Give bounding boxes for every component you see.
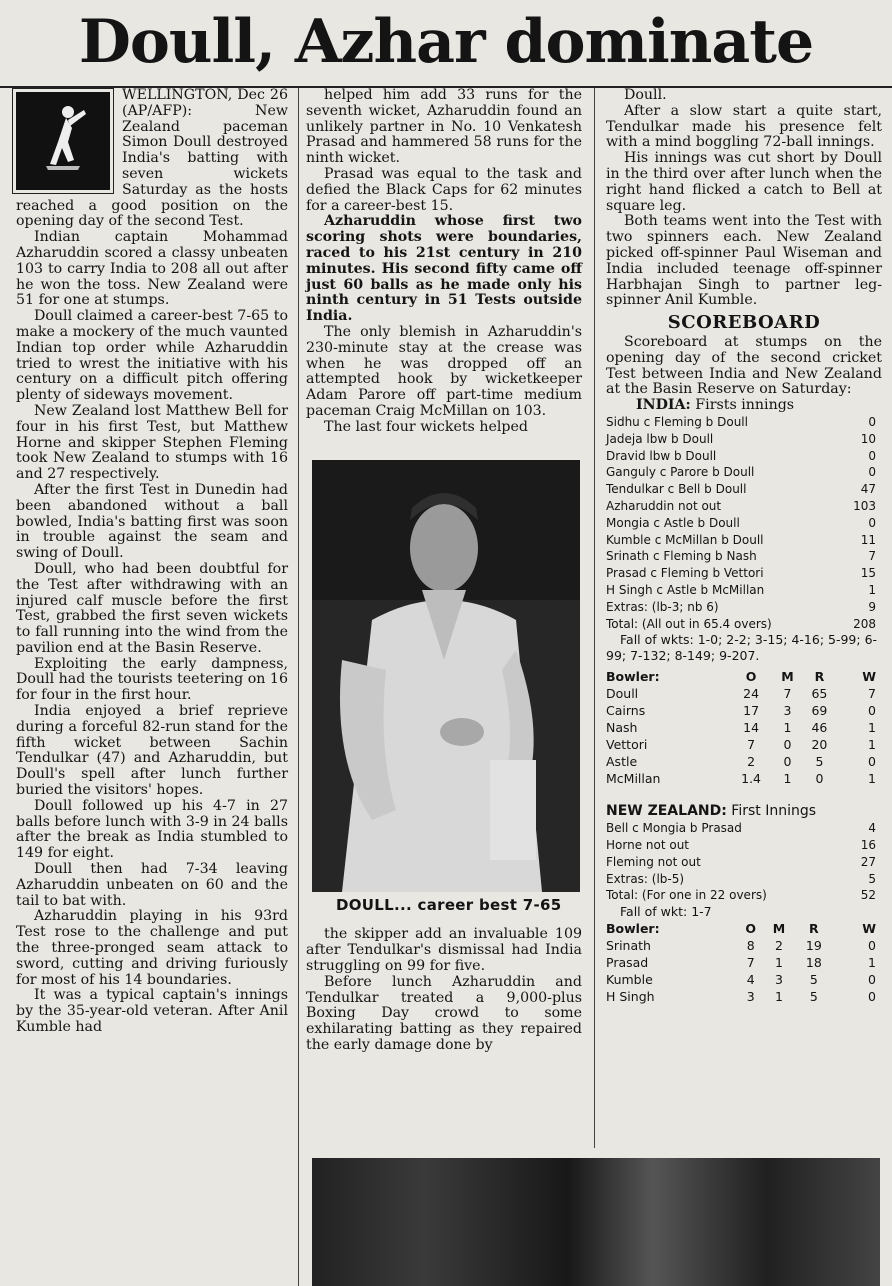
bowling-figure: 7: [868, 686, 876, 702]
batting-row: [606, 498, 882, 515]
bowling-figure: 1: [783, 720, 792, 736]
india-bowling-table: [606, 920, 882, 1005]
bowling-figure: 1: [868, 955, 876, 971]
article-paragraph: Prasad was equal to the task and defied the Black Caps for 62 minutes for a career-best 15.: [306, 165, 582, 214]
article-paragraph: The last four wickets helped: [324, 418, 528, 435]
bowling-header-row: [606, 920, 882, 937]
scoreboard-title: SCOREBOARD: [667, 312, 821, 334]
article-column-2: [306, 88, 582, 1054]
runs-cell: 15: [860, 566, 876, 581]
runs-cell: 27: [860, 854, 876, 869]
runs-cell: 9: [868, 599, 876, 614]
bowler-name: McMillan: [606, 771, 661, 787]
batsman-entry: Bell c Mongia b Prasad: [606, 821, 742, 836]
batting-row: [606, 548, 882, 565]
bowling-row: [606, 736, 882, 753]
bowling-figure: 1: [775, 989, 783, 1005]
column-divider: [594, 88, 595, 1148]
bowling-figure: 8: [746, 938, 755, 954]
bowler-name: Astle: [606, 754, 638, 770]
runs-cell: 4: [868, 821, 876, 836]
nz-innings-heading: [606, 803, 882, 820]
column-divider: [298, 88, 299, 1286]
nz-sub: First Innings: [726, 803, 817, 820]
bowling-figure: 20: [811, 737, 828, 753]
article-paragraph: Azharuddin playing in his 93rd Test rose to the challenge and put the three-pronged seam attack to sword, cutting and driving furiously for most of his 14 boundaries.: [16, 908, 288, 988]
runs-cell: 47: [860, 482, 876, 497]
runs-cell: 208: [853, 616, 876, 631]
batsman-entry: Jadeja lbw b Doull: [606, 431, 714, 446]
bowling-figure: 0: [868, 938, 876, 954]
bowling-figure: 3: [746, 989, 755, 1005]
bowling-header-row: [606, 668, 882, 685]
scoreboard-intro: Scoreboard at stumps on the opening day of the second cricket Test between India and New Zealand at the Basin Reserve on Saturday:: [606, 333, 882, 398]
batsman-entry: Dravid lbw b Doull: [606, 448, 717, 463]
batting-row: [606, 599, 882, 616]
batsman-entry: Azharuddin not out: [606, 498, 722, 513]
runs-cell: 7: [868, 549, 876, 564]
bowler-name: Doull: [606, 686, 639, 702]
batting-row: [606, 565, 882, 582]
bowling-figure: 2: [747, 754, 756, 770]
bowler-name: Vettori: [606, 737, 648, 753]
bowling-figure: 1: [775, 955, 783, 971]
bowling-figure: 46: [811, 720, 828, 736]
bowling-figure: 1: [868, 720, 876, 736]
bowling-header-cell: W: [862, 921, 876, 937]
batting-row: [606, 820, 882, 837]
bowling-figure: 7: [747, 737, 756, 753]
article-paragraph: After the first Test in Dunedin had been abandoned without a ball bowled, India's batting first was soon in trouble against the seam and swing of Doull.: [16, 481, 288, 562]
batting-row: [606, 515, 882, 532]
bowling-figure: 0: [815, 771, 824, 787]
article-paragraph: Before lunch Azharuddin and Tendulkar treated a 9,000-plus Boxing Day crowd to some exhilarating batting as they repaired the early damage done by: [306, 973, 582, 1053]
batsman-entry: Horne not out: [606, 838, 690, 853]
batting-row: [606, 448, 882, 465]
headline: Doull, Azhar dominate: [0, 0, 892, 88]
bowling-row: [606, 954, 882, 971]
bowling-figure: 0: [868, 972, 876, 988]
bowling-figure: 4: [746, 972, 755, 988]
article-paragraph: New Zealand lost Matthew Bell for four in his first Test, but Matthew Horne and skipper Stephen Fleming took New Zealand to stumps with 16 and 27 respectively.: [16, 402, 288, 483]
bowling-figure: 18: [805, 955, 822, 971]
bowling-figure: 0: [868, 754, 876, 770]
bowling-row: [606, 685, 882, 702]
batting-row: [606, 616, 882, 633]
bowling-header-cell: R: [809, 921, 819, 937]
bowler-name: Cairns: [606, 703, 646, 719]
dateline-paragraph: WELLINGTON, Dec 26 (AP/AFP): New Zealand paceman Simon Doull destroyed India's batting with seven wickets Saturday as the hosts reached a good position on the opening day of the second Test.: [16, 87, 288, 230]
bowling-figure: 17: [743, 703, 760, 719]
cricket-logo-icon: [16, 92, 110, 190]
batsman-entry: H Singh c Astle b McMillan: [606, 582, 765, 597]
article-paragraph: Doull then had 7-34 leaving Azharuddin unbeaten on 60 and the tail to bat with.: [16, 861, 288, 909]
batsman-entry: Fleming not out: [606, 854, 701, 869]
article-paragraph: Exploiting the early dampness, Doull had the tourists teetering on 16 for four in the first hour.: [16, 655, 288, 704]
batting-row: [606, 837, 882, 854]
article-paragraph: His innings was cut short by Doull in the third over after lunch when the right hand flicked a catch to Bell at square leg.: [606, 150, 882, 214]
bowling-header-cell: R: [814, 669, 825, 685]
article-column-1: [16, 88, 288, 1036]
india-sub: Firsts innings: [690, 397, 795, 414]
bowling-header-cell: O: [745, 921, 756, 937]
bowling-figure: 3: [783, 703, 792, 719]
batting-row: [606, 887, 882, 904]
bowling-figure: 5: [809, 989, 818, 1005]
bowling-figure: 7: [746, 955, 755, 971]
nz-batting-table: [606, 820, 882, 904]
runs-cell: 0: [868, 515, 876, 530]
india-innings-heading: [636, 398, 882, 414]
bowler-name: Prasad: [606, 955, 649, 971]
batsman-entry: Srinath c Fleming b Nash: [606, 549, 757, 564]
article-paragraph: After a slow start a quite start, Tendulkar made his presence felt with a mind boggling 72-ball innings.: [606, 102, 882, 151]
batsman-entry: Kumble c McMillan b Doull: [606, 532, 764, 547]
doull-photo: [312, 460, 580, 892]
bowling-row: [606, 753, 882, 770]
bowling-row: [606, 770, 882, 787]
bowling-figure: 14: [743, 720, 760, 736]
bowling-header-cell: M: [781, 669, 794, 685]
bowling-figure: 1: [868, 737, 876, 753]
article-paragraph: The only blemish in Azharuddin's 230-minute stay at the crease was when he was dropped off an attempted hook by wicketkeeper Adam Parore off part-time medium paceman Craig McMillan on 103.: [306, 323, 582, 419]
batting-row: [606, 582, 882, 599]
article-paragraph: Indian captain Mohammad Azharuddin scored a classy unbeaten 103 to carry India to 208 all out after he won the toss. New Zealand were 51 for one at stumps.: [16, 229, 288, 309]
article-paragraph: the skipper add an invaluable 109 after Tendulkar's dismissal had India struggling on 99 for five.: [306, 926, 582, 974]
runs-cell: 0: [868, 465, 876, 480]
bowler-name: Kumble: [606, 972, 653, 988]
bold-paragraph: Azharuddin whose first two scoring shots were boundaries, raced to his 21st century in 210 minutes. His second fifty came off just 60 balls as he made only his ninth century in 51 Tests outside India.: [306, 213, 582, 325]
bowling-figure: 69: [811, 703, 828, 719]
nz-heading: NEW ZEALAND:: [606, 803, 727, 820]
batsman-entry: Total: (All out in 65.4 overs): [606, 616, 772, 631]
bowling-header-cell: W: [862, 669, 876, 685]
bowling-figure: 24: [743, 686, 760, 702]
batting-row: [606, 481, 882, 498]
bowling-header-cell: O: [745, 669, 757, 685]
bowling-figure: 0: [868, 989, 876, 1005]
batsman-entry: Prasad c Fleming b Vettori: [606, 566, 764, 581]
batting-row: [606, 871, 882, 888]
runs-cell: 1: [868, 582, 876, 597]
india-fall-of-wickets: Fall of wkts: 1-0; 2-2; 3-15; 4-16; 5-99; 6-99; 7-132; 8-149; 9-207.: [606, 632, 878, 664]
batsman-entry: Total: (For one in 22 overs): [606, 888, 767, 903]
article-paragraph: Both teams went into the Test with two spinners each. New Zealand picked off-spinner Paul Wiseman and India included teenage off-spinner Harbhajan Singh to partner leg-spinner Anil Kumble.: [606, 213, 882, 309]
batsman-entry: Ganguly c Parore b Doull: [606, 465, 755, 480]
runs-cell: 0: [868, 414, 876, 429]
bowling-figure: 0: [868, 703, 876, 719]
bowler-name: Nash: [606, 720, 638, 736]
article-paragraph: Doull claimed a career-best 7-65 to make a mockery of the much vaunted Indian top order while Azharuddin tried to wrest the initiative with his century on a difficult pitch offering plenty of sideways movement.: [16, 308, 288, 404]
bottom-photo: [312, 1158, 880, 1286]
article-paragraph: Doull.: [624, 87, 667, 103]
batsman-entry: Mongia c Astle b Doull: [606, 515, 740, 530]
batting-row: [606, 532, 882, 549]
runs-cell: 11: [860, 532, 876, 547]
batsman-entry: Tendulkar c Bell b Doull: [606, 482, 747, 497]
bowling-row: [606, 937, 882, 954]
runs-cell: 10: [860, 431, 876, 446]
bowling-figure: 5: [809, 972, 818, 988]
bowling-figure: 19: [805, 938, 822, 954]
bowling-figure: 2: [775, 938, 783, 954]
bowling-row: [606, 971, 882, 988]
bowling-header-cell: Bowler:: [606, 669, 660, 685]
bowling-header-cell: Bowler:: [606, 921, 660, 937]
runs-cell: 103: [853, 498, 876, 513]
bowling-figure: 0: [783, 754, 792, 770]
batsman-entry: Extras: (lb-5): [606, 871, 685, 886]
runs-cell: 0: [868, 448, 876, 463]
article-paragraph: Doull followed up his 4-7 in 27 balls before lunch with 3-9 in 24 balls after the break as India stumbled to 149 for eight.: [16, 797, 288, 862]
bowling-figure: 0: [783, 737, 792, 753]
bowling-row: [606, 702, 882, 719]
bowling-figure: 1.4: [741, 771, 762, 787]
runs-cell: 52: [860, 888, 876, 903]
article-paragraph: India enjoyed a brief reprieve during a forceful 82-run stand for the fifth wicket between Sachin Tendulkar (47) and Azharuddin, but Doull's spell after lunch further buried the visitors' hopes.: [16, 703, 288, 799]
bowling-figure: 65: [811, 686, 828, 702]
bowling-figure: 1: [868, 771, 876, 787]
runs-cell: 5: [868, 871, 876, 886]
batsman-entry: Sidhu c Fleming b Doull: [606, 414, 748, 429]
article-paragraph: helped him add 33 runs for the seventh wicket, Azharuddin found an unlikely partner in No. 10 Venkatesh Prasad and hammered 58 runs for the ninth wicket.: [306, 87, 582, 167]
bowling-figure: 3: [775, 972, 783, 988]
article-paragraph: It was a typical captain's innings by the 35-year-old veteran. After Anil Kumble had: [16, 987, 288, 1036]
batting-row: [606, 464, 882, 481]
runs-cell: 16: [860, 838, 876, 853]
bowling-header-cell: M: [772, 921, 786, 937]
bowling-row: [606, 719, 882, 736]
nz-fall-of-wickets: Fall of wkt: 1-7: [620, 904, 712, 920]
bowling-row: [606, 988, 882, 1005]
batting-row: [606, 431, 882, 448]
batting-row: [606, 414, 882, 431]
batsman-entry: Extras: (lb-3; nb 6): [606, 599, 719, 614]
bowler-name: Srinath: [606, 938, 651, 954]
bowling-figure: 7: [783, 686, 792, 702]
india-heading: INDIA:: [636, 397, 691, 414]
bowler-name: H Singh: [606, 989, 655, 1005]
batting-row: [606, 854, 882, 871]
article-column-3: [606, 88, 882, 1005]
nz-bowling-table: [606, 668, 882, 787]
india-batting-table: [606, 414, 882, 632]
bowling-figure: 1: [783, 771, 792, 787]
article-paragraph: Doull, who had been doubtful for the Test after withdrawing with an injured calf muscle before the first Test, grabbed the first seven wickets to fall running into the wind from the pavilion end at the Basin Reserve.: [16, 560, 288, 656]
bowling-figure: 5: [815, 754, 824, 770]
photo-caption: DOULL... career best 7-65: [336, 895, 562, 914]
